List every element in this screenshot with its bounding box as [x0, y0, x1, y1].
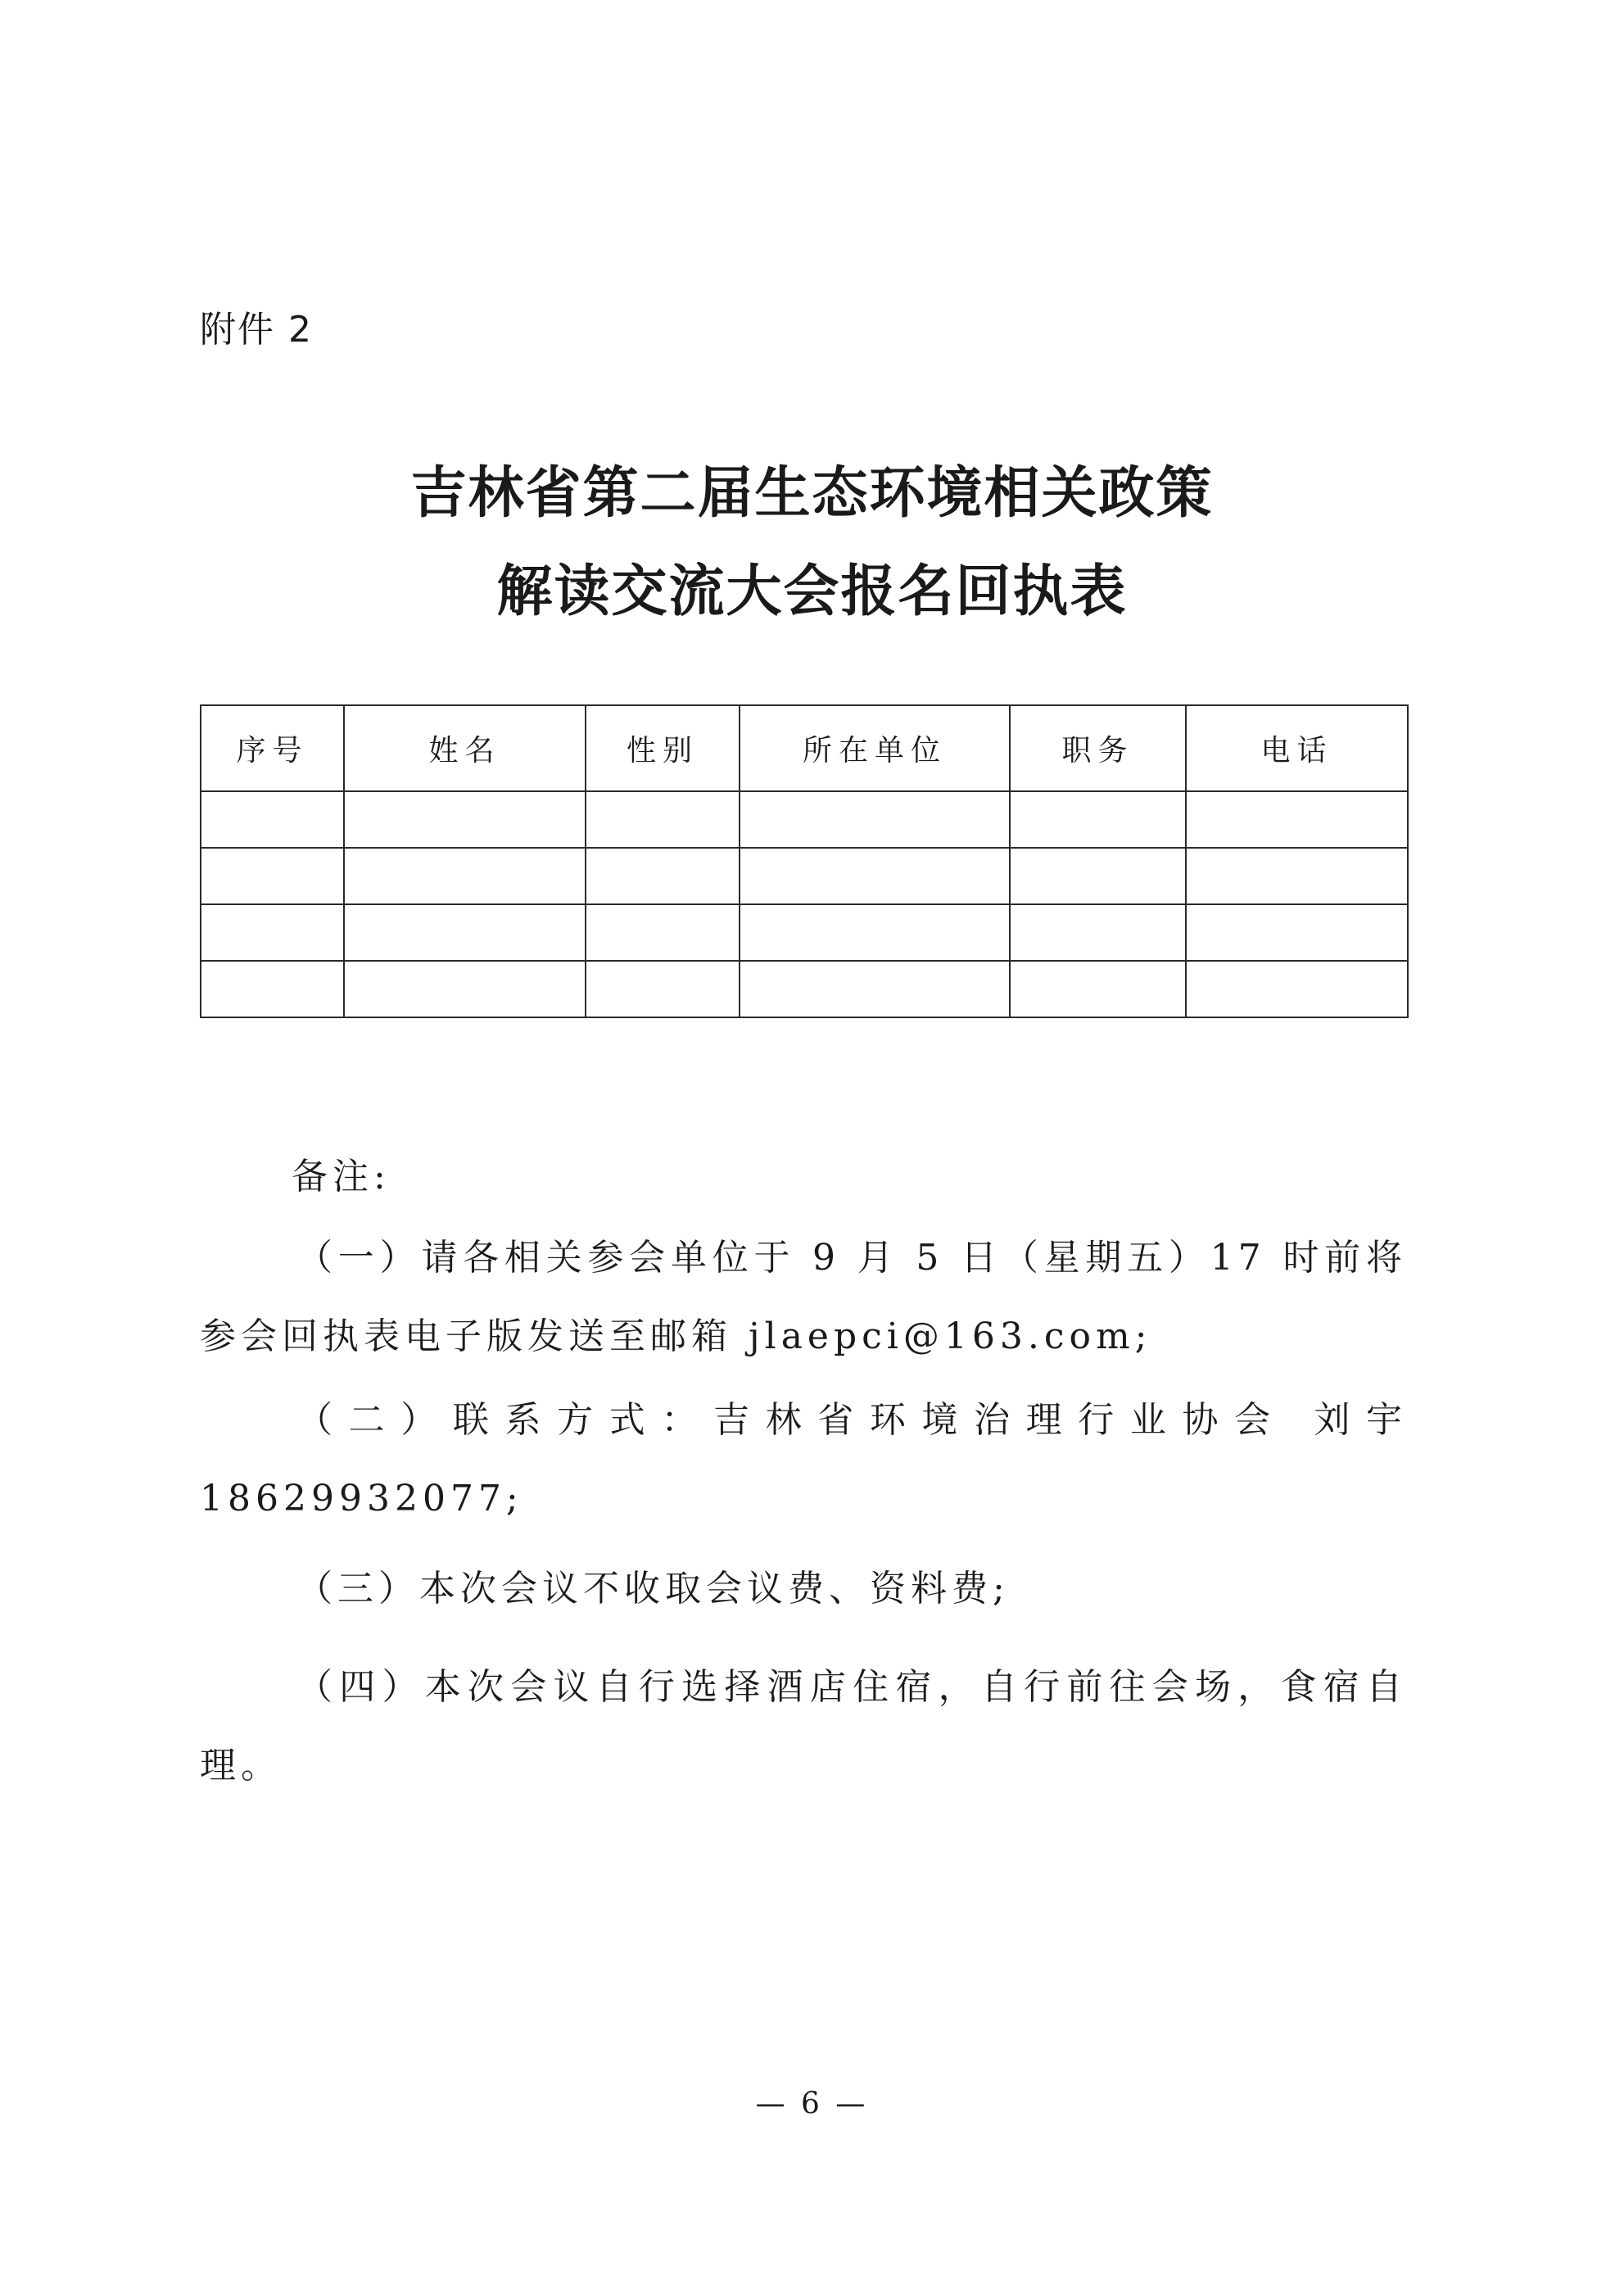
table-cell [586, 791, 740, 848]
registration-table [200, 704, 1409, 1018]
column-header-phone: 电话 [1186, 705, 1408, 791]
table-cell [1010, 904, 1186, 961]
column-header-position: 职务 [1010, 705, 1186, 791]
attachment-label: 附件 2 [200, 309, 313, 351]
column-header-gender: 性别 [586, 705, 740, 791]
table-cell [1010, 961, 1186, 1017]
table-cell [740, 791, 1010, 848]
document-title-line-2: 解读交流大会报名回执表 [496, 559, 1128, 624]
table-cell [344, 848, 586, 904]
table-cell [201, 904, 344, 961]
table-row [201, 904, 1408, 961]
table-cell [344, 791, 586, 848]
note-item-4: （四）本次会议自行选择酒店住宿，自行前往会场，食宿自理。 [200, 1666, 1407, 1787]
table-row [201, 791, 1408, 848]
table-cell [740, 904, 1010, 961]
table-cell [1010, 848, 1186, 904]
document-title-line-1: 吉林省第二届生态环境相关政策 [410, 460, 1214, 526]
column-header-organization: 所在单位 [740, 705, 1010, 791]
table-cell [201, 848, 344, 904]
note-item-2: （二）联系方式：吉林省环境治理行业协会 刘宇 18629932077; [200, 1399, 1407, 1519]
table-cell [740, 848, 1010, 904]
table-cell [586, 904, 740, 961]
table-cell [201, 791, 344, 848]
table-cell [1186, 848, 1408, 904]
table-cell [344, 961, 586, 1017]
table-cell [1186, 961, 1408, 1017]
table-cell [586, 961, 740, 1017]
table-cell [1186, 904, 1408, 961]
page-number: — 6 — [755, 2087, 869, 2121]
table-cell [201, 961, 344, 1017]
table-cell [586, 848, 740, 904]
notes-heading: 备注: [292, 1156, 391, 1198]
table-cell [344, 904, 586, 961]
table-cell [740, 961, 1010, 1017]
table-header-row [201, 705, 1408, 791]
table-cell [1186, 791, 1408, 848]
column-header-serial-number: 序号 [201, 705, 344, 791]
column-header-name: 姓名 [344, 705, 586, 791]
table-row [201, 961, 1408, 1017]
table-cell [1010, 791, 1186, 848]
table-row [201, 848, 1408, 904]
note-item-1: （一）请各相关参会单位于 9 月 5 日（星期五）17 时前将参会回执表电子版发送至邮箱 jlaepci@163.com; [200, 1237, 1407, 1357]
note-item-3: （三）本次会议不收取会议费、资料费; [296, 1568, 1010, 1610]
